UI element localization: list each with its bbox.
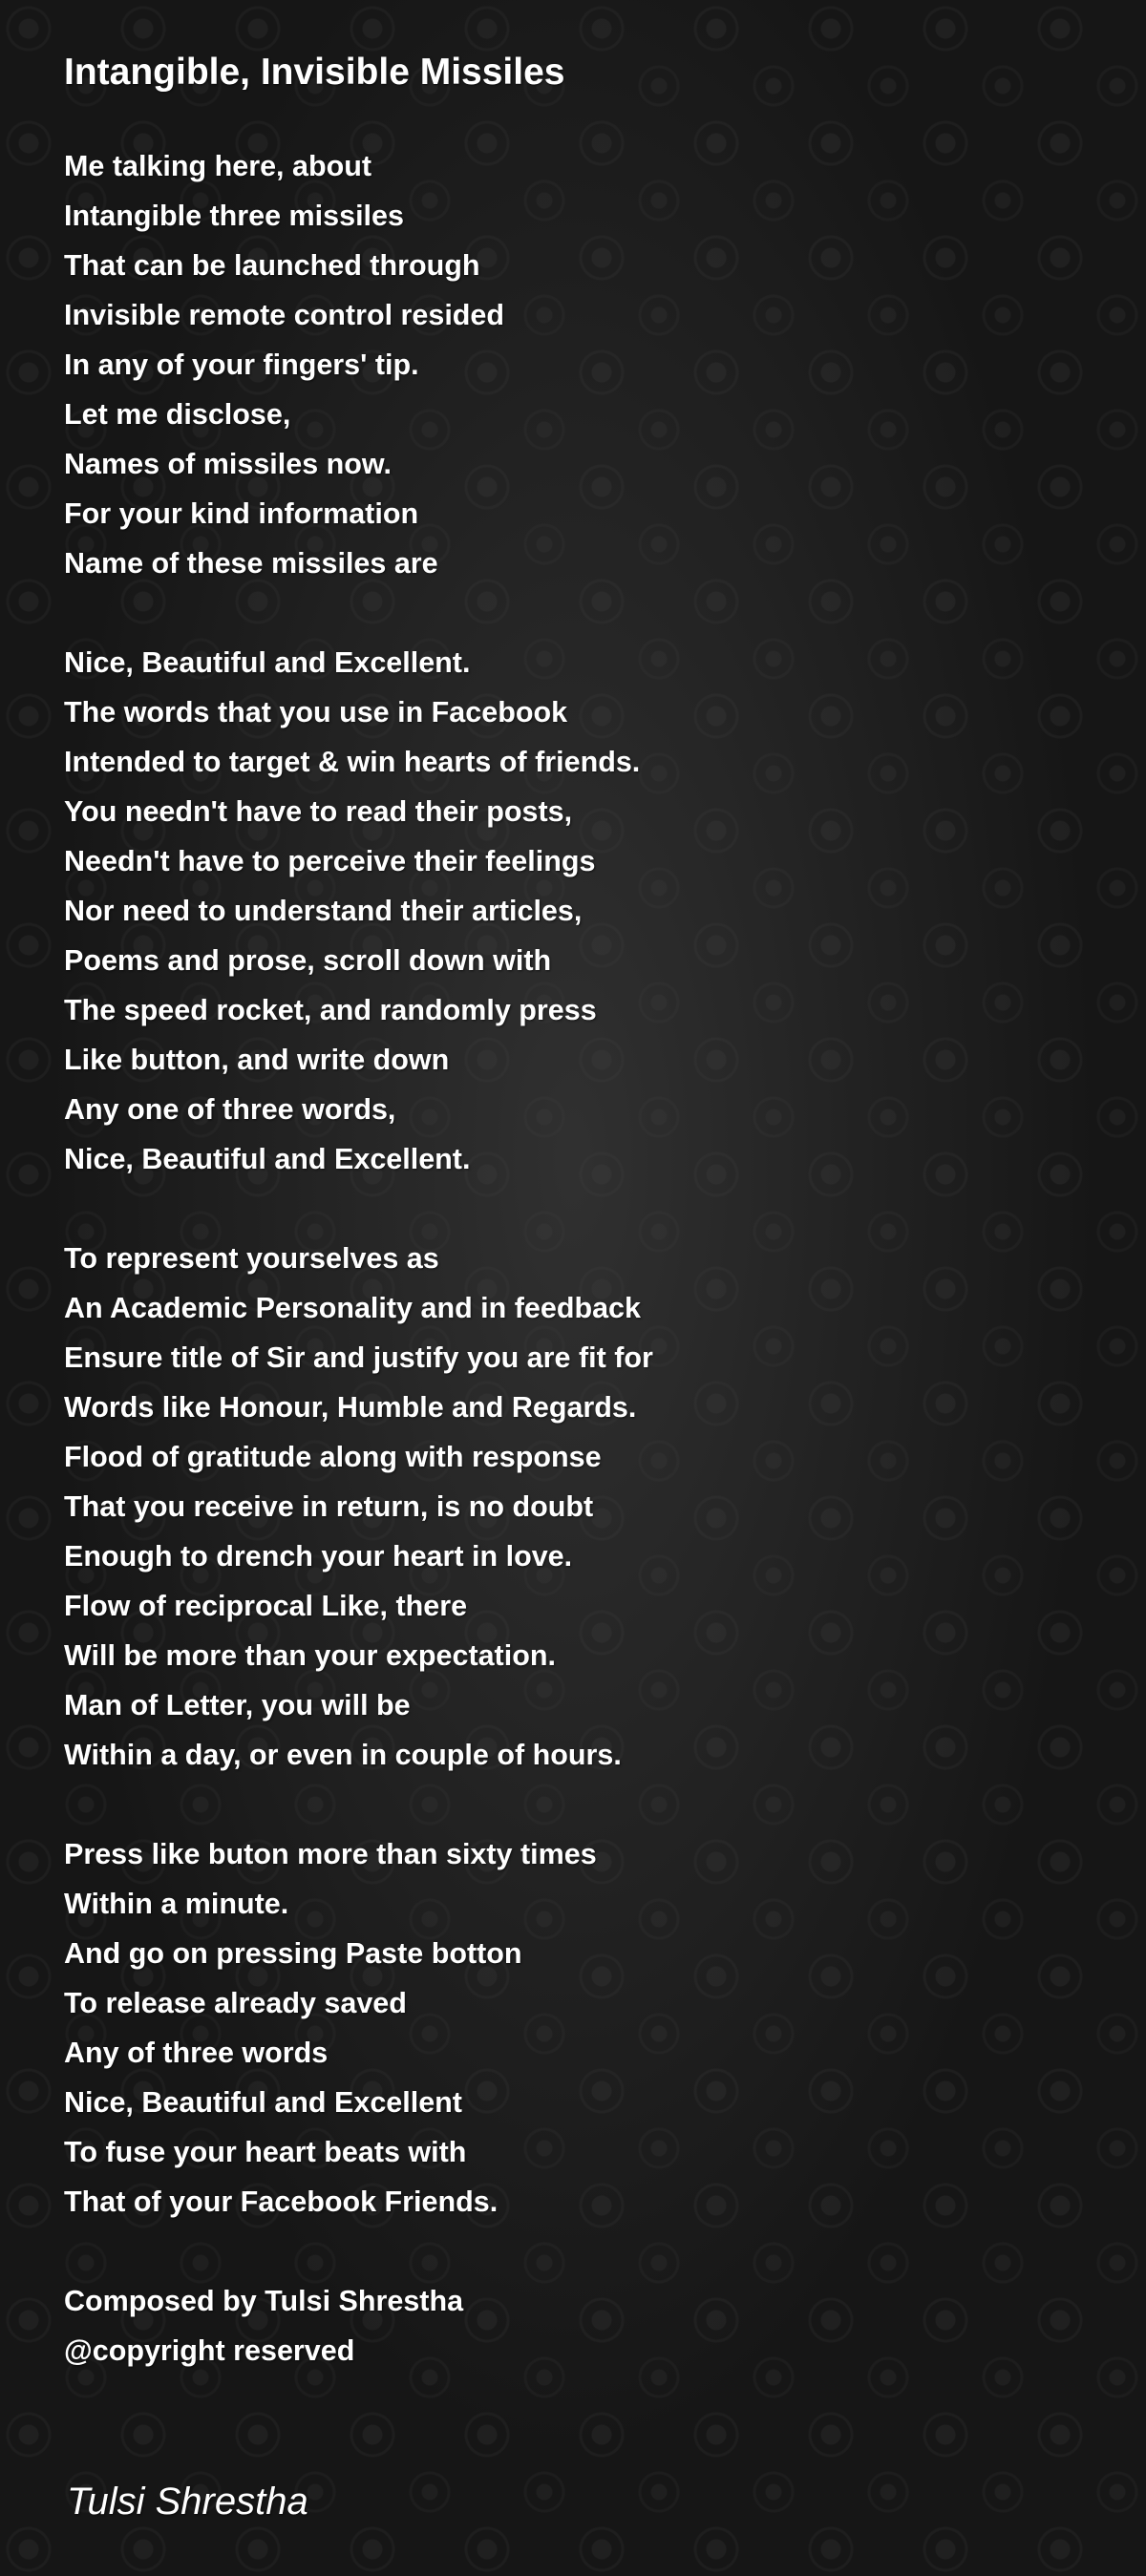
poem-line: Within a minute. — [64, 1888, 289, 1920]
poem-line: An Academic Personality and in feedback — [64, 1292, 641, 1324]
poem-line: Will be more than your expectation. — [64, 1639, 556, 1672]
poem-line: To fuse your heart beats with — [64, 2136, 467, 2168]
poem-line: Flow of reciprocal Like, there — [64, 1590, 468, 1622]
poem-line: Any of three words — [64, 2037, 329, 2069]
poem-title: Intangible, Invisible Missiles — [64, 52, 565, 93]
poem-line: Any one of three words, — [64, 1093, 396, 1126]
poem-line: That can be launched through — [64, 249, 480, 282]
poem-line: To represent yourselves as — [64, 1242, 439, 1275]
poem-line: The speed rocket, and randomly press — [64, 994, 597, 1026]
poem-line: That of your Facebook Friends. — [64, 2185, 499, 2218]
poem-line: Poems and prose, scroll down with — [64, 944, 552, 977]
poem-line: Needn't have to perceive their feelings — [64, 845, 596, 877]
stanza — [64, 638, 1095, 1184]
stanza-credits — [64, 2276, 1095, 2375]
poem-line: Nice, Beautiful and Excellent. — [64, 1143, 471, 1175]
poem-line: And go on pressing Paste botton — [64, 1937, 522, 1970]
composed-by-line: Composed by Tulsi Shrestha — [64, 2285, 464, 2317]
poem-line: To release already saved — [64, 1987, 407, 2019]
poem-line: Nice, Beautiful and Excellent — [64, 2086, 462, 2119]
poem-line: Me talking here, about — [64, 150, 371, 182]
poem-line: Name of these missiles are — [64, 547, 438, 580]
poem-line: Invisible remote control resided — [64, 299, 505, 331]
poem-line: Press like buton more than sixty times — [64, 1838, 597, 1870]
poem-line: You needn't have to read their posts, — [64, 795, 573, 828]
copyright-line: @copyright reserved — [64, 2334, 355, 2367]
poem-line: Let me disclose, — [64, 398, 291, 431]
poem-line: Man of Letter, you will be — [64, 1689, 411, 1721]
poem-line: That you receive in return, is no doubt — [64, 1490, 594, 1523]
poem-line: Nor need to understand their articles, — [64, 895, 583, 927]
poem-line: Flood of gratitude along with response — [64, 1441, 602, 1473]
poem-line: Enough to drench your heart in love. — [64, 1540, 573, 1573]
poem-line: Words like Honour, Humble and Regards. — [64, 1391, 637, 1424]
poem-line: Ensure title of Sir and justify you are fit for — [64, 1341, 653, 1374]
poem-line: The words that you use in Facebook — [64, 696, 568, 728]
stanza — [64, 1829, 1095, 2227]
poem-line: Intangible three missiles — [64, 200, 404, 232]
stanza — [64, 1234, 1095, 1780]
poem-line: Like button, and write down — [64, 1044, 450, 1076]
poem-line: Names of missiles now. — [64, 448, 392, 480]
poem-line: Intended to target & win hearts of friends. — [64, 746, 641, 778]
author-signature: Tulsi Shrestha — [67, 2481, 308, 2523]
stanza — [64, 141, 1095, 588]
poem-body — [64, 141, 1095, 2425]
poem-line: Within a day, or even in couple of hours. — [64, 1739, 622, 1771]
poem-line: In any of your fingers' tip. — [64, 348, 419, 381]
poem-line: Nice, Beautiful and Excellent. — [64, 646, 471, 679]
poem-line: For your kind information — [64, 497, 419, 530]
